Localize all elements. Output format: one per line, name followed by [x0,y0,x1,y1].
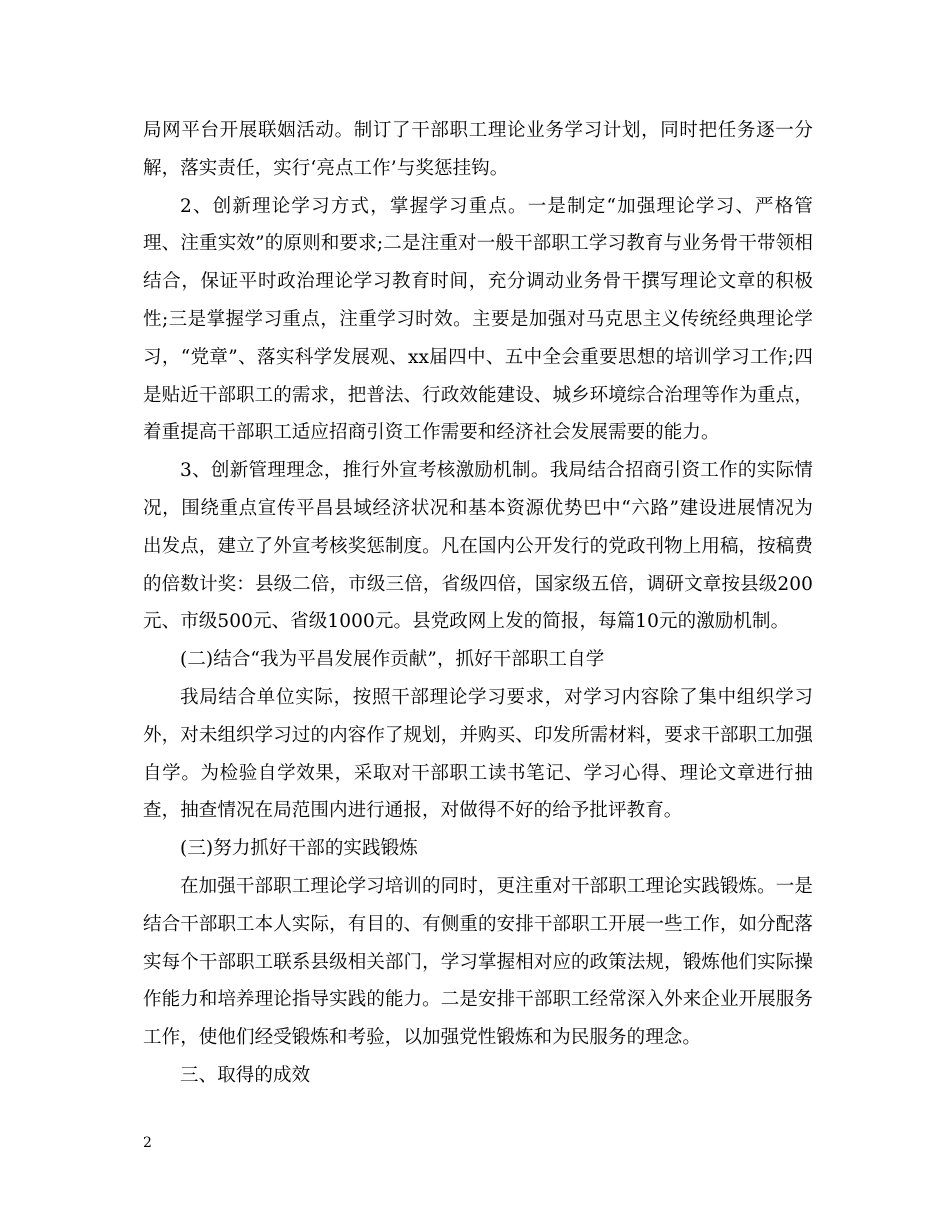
paragraph: 在加强干部职工理论学习培训的同时，更注重对干部职工理论实践锻炼。一是结合干部职工本人实际，有目的、有侧重的安排干部职工开展一些工作，如分配落实每个干部职工联系县级相关部门，学习掌握相对应的政策法规，锻炼他们实际操作能力和培养理论指导实践的能力。二是安排干部职工经常深入外来企业开展服务工作，使他们经受锻炼和考验，以加强党性锻炼和为民服务的理念。 [143,875,813,1049]
paragraph: 2、创新理论学习方式，掌握学习重点。一是制定“加强理论学习、严格管理、注重实效”的原则和要求;二是注重对一般干部职工学习教育与业务骨干带领相结合，保证平时政治理论学习教育时间，充分调动业务骨干撰写理论文章的积极性;三是掌握学习重点，注重学习时效。主要是加强对马克思主义传统经典理论学习，“党章”、落实科学发展观、xx届四中、五中全会重要思想的培训学习工作;四是贴近干部职工的需求，把普法、行政效能建设、城乡环境综合治理等作为重点，着重提高干部职工适应招商引资工作需要和经济社会发展需要的能力。 [143,195,813,444]
paragraph: 局网平台开展联姻活动。制订了干部职工理论业务学习计划，同时把任务逐一分解，落实责任，实行‘亮点工作’与奖惩挂钩。 [143,120,813,179]
paragraph: 我局结合单位实际，按照干部理论学习要求，对学习内容除了集中组织学习外，对未组织学习过的内容作了规划，并购买、印发所需材料，要求干部职工加强自学。为检验自学效果，采取对干部职工读书笔记、学习心得、理论文章进行抽查，抽查情况在局范围内进行通报，对做得不好的给予批评教育。 [143,686,813,822]
document-body [143,112,813,1095]
section-heading: (二)结合“我为平昌发展作贡献”，抓好干部职工自学 [180,649,605,671]
page-number: 2 [143,1135,152,1151]
paragraph: 3、创新管理理念，推行外宣考核激励机制。我局结合招商引资工作的实际情况，围绕重点宣传平昌县域经济状况和基本资源优势巴中“六路”建设进展情况为出发点，建立了外宣考核奖惩制度。凡在国内公开发行的党政刊物上用稿，按稿费的倍数计奖：县级二倍，市级三倍，省级四倍，国家级五倍，调研文章按县级200元、市级500元、省级1000元。县党政网上发的简报，每篇10元的激励机制。 [143,460,813,633]
section-heading: 三、取得的成效 [180,1064,311,1086]
section-heading: (三)努力抓好干部的实践锻炼 [180,838,418,860]
